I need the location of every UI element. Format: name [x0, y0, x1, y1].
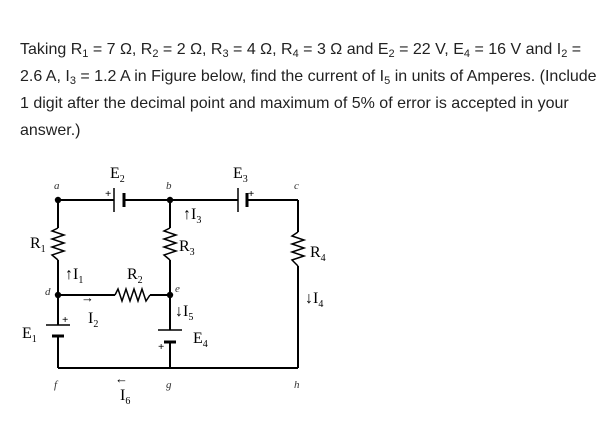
- node-e-dot: [167, 292, 173, 298]
- question-text: Taking $R_1 = 7$ Ω, $R_2 = 2$ Ω, $R_3 = 4$ Ω, $R_4 = 3$ Ω and $E_2 = 22$ V, $E_4 = 16$ V and $I_2 = 2.6$ A, $I_3 = 1.2$ A in Figure below, find the current of $I_5$ in units of Amperes. (Include 1 digit after the decimal point and maximum of 5% of error is accepted in your answer.): [20, 41, 597, 139]
- e4-plus: +: [158, 341, 165, 353]
- e1-label: $E_1$: [22, 325, 37, 345]
- i3-label: $↑I_3$: [183, 206, 202, 226]
- r1-label: $R_1$: [30, 235, 46, 255]
- r4-resistor: [292, 232, 304, 266]
- r2-resistor: [115, 289, 150, 301]
- node-g-label: g: [166, 379, 172, 391]
- e1-plus: +: [62, 314, 69, 326]
- node-h-label: h: [294, 379, 300, 391]
- e2-battery: [114, 188, 124, 212]
- r2-label: $R_2$: [127, 266, 143, 286]
- i1-label: $↑I_1$: [65, 266, 84, 286]
- i6-arrow: ←: [115, 371, 128, 386]
- r3-resistor: [164, 228, 176, 260]
- node-a-dot: [55, 197, 61, 203]
- circuit-diagram: [0, 150, 614, 441]
- node-c-label: c: [294, 180, 299, 192]
- node-d-label: d: [45, 286, 51, 298]
- e2-label: $E_2$: [110, 165, 125, 185]
- i2-arrow: →: [81, 290, 94, 305]
- e4-label: $E_4$: [193, 330, 208, 350]
- node-e-label: e: [175, 283, 180, 295]
- node-b-label: b: [166, 180, 172, 192]
- i5-label: $↓I_5$: [175, 303, 194, 323]
- r3-label: $R_3$: [179, 238, 195, 258]
- r4-label: $R_4$: [310, 244, 326, 264]
- node-d-dot: [55, 292, 61, 298]
- e3-plus: +: [248, 188, 255, 200]
- node-b-dot: [167, 197, 173, 203]
- e3-label: $E_3$: [233, 165, 248, 185]
- e3-battery: [238, 188, 247, 212]
- i4-label: $↓I_4$: [305, 290, 324, 310]
- e2-plus: +: [105, 188, 112, 200]
- i6-label: $I_6$: [120, 387, 131, 407]
- e1-battery: [46, 325, 70, 336]
- node-a-label: a: [54, 180, 60, 192]
- r1-resistor: [52, 228, 64, 260]
- node-f-label: f: [54, 379, 58, 391]
- i2-label: $I_2$: [88, 310, 99, 330]
